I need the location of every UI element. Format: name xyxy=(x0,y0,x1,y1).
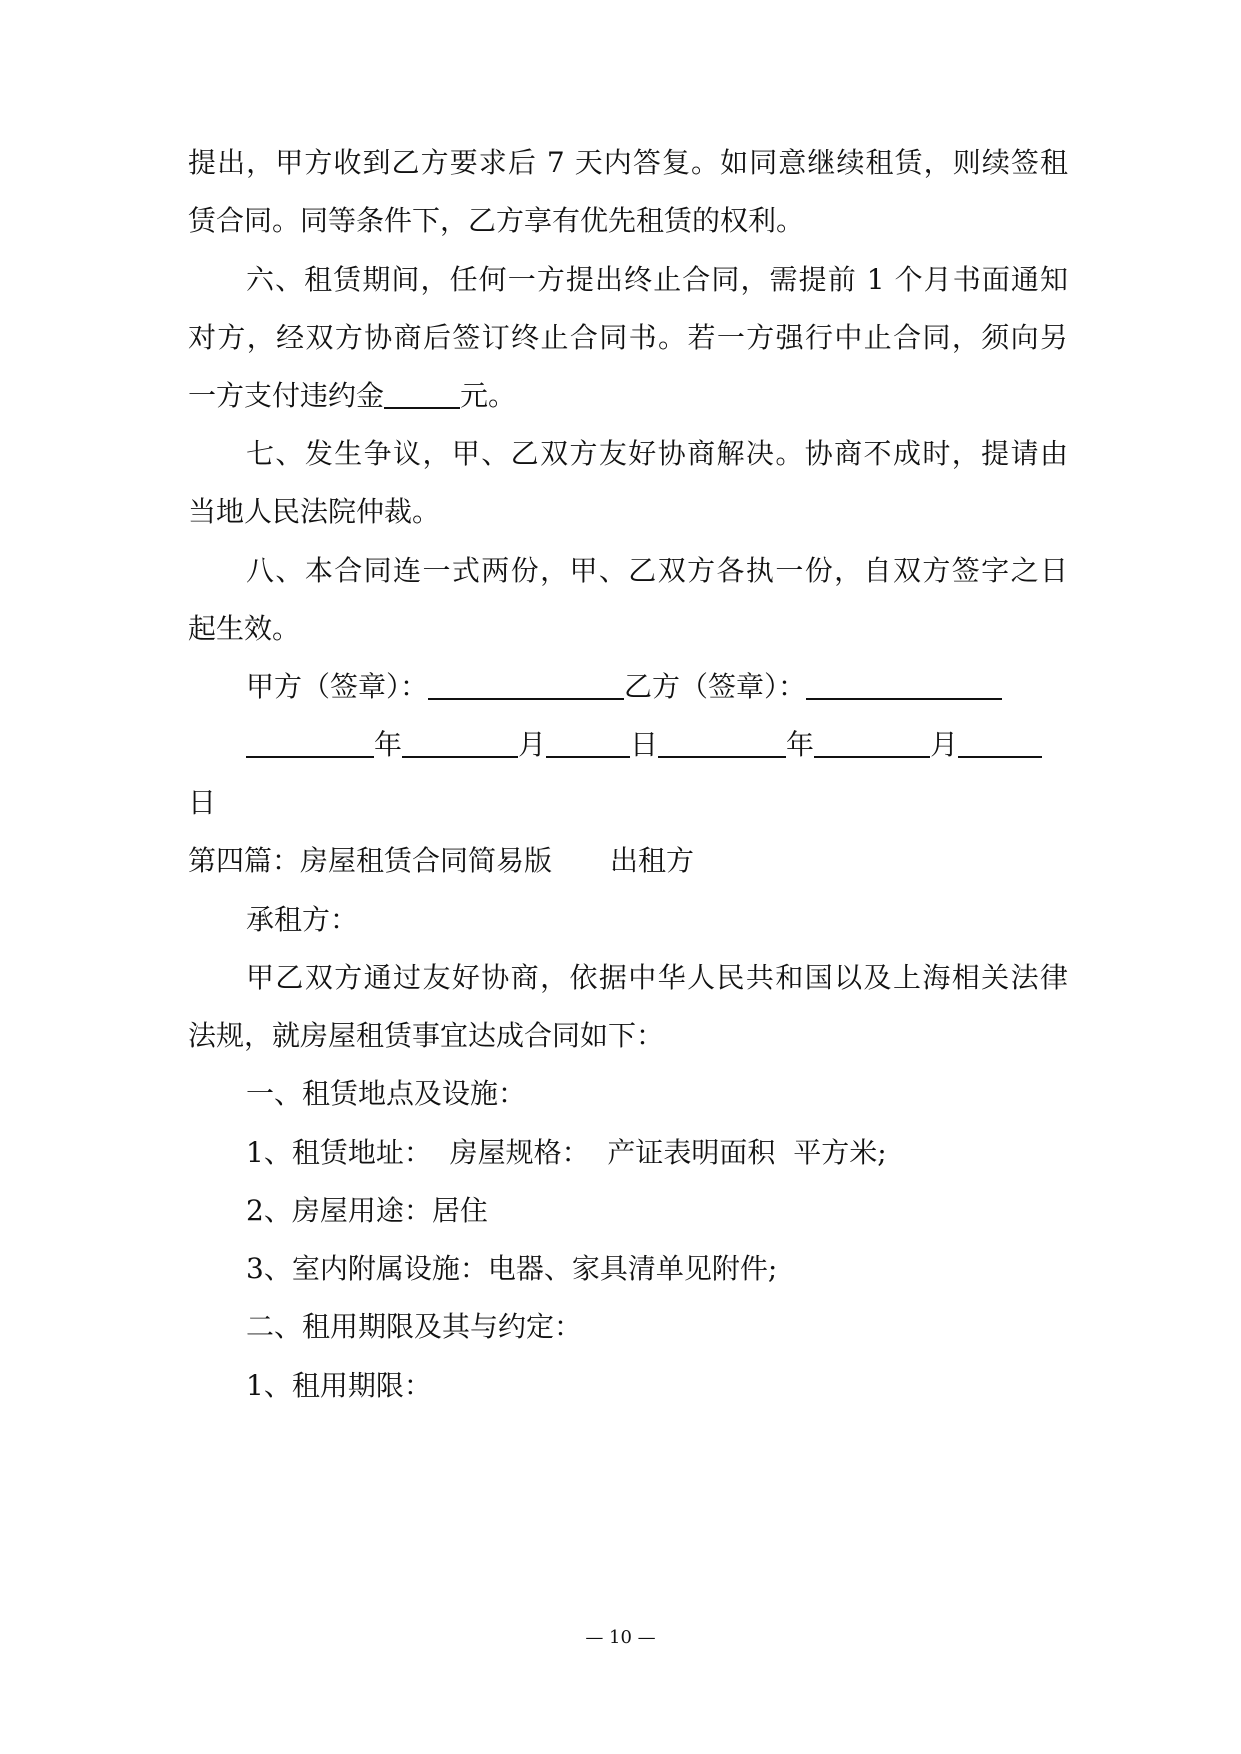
paragraph-line: 起生效。 xyxy=(188,612,301,645)
clause-item: 3、室内附属设施：电器、家具清单见附件; xyxy=(246,1252,778,1285)
signature-line xyxy=(246,667,1068,707)
date-line xyxy=(246,725,1068,765)
month-blank xyxy=(402,726,518,758)
party-a-signature-blank xyxy=(428,668,624,700)
penalty-amount-blank xyxy=(384,377,460,409)
month-label: 月 xyxy=(930,728,959,761)
lessor-label: 出租方 xyxy=(610,844,695,877)
party-a-label: 甲方（签章）： xyxy=(246,670,429,703)
year-blank xyxy=(658,726,786,758)
paragraph-line: 当地人民法院仲裁。 xyxy=(188,495,441,528)
paragraph-line: 六、租赁期间，任何一方提出终止合同，需提前 1 个月书面通知 xyxy=(246,263,1068,296)
year-label: 年 xyxy=(786,728,815,761)
lessee-label: 承租方： xyxy=(246,903,359,936)
penalty-label: 一方支付违约金 xyxy=(188,379,385,412)
day-label: 日 xyxy=(630,728,659,761)
day-blank xyxy=(958,726,1042,758)
paragraph-line: 对方，经双方协商后签订终止合同书。若一方强行中止合同，须向另 xyxy=(188,321,1068,354)
clause-item: 1、租用期限： xyxy=(246,1369,432,1402)
party-b-signature-blank xyxy=(806,668,1002,700)
section-heading-line xyxy=(188,841,1068,881)
clause-title: 二、租用期限及其与约定： xyxy=(246,1310,583,1343)
party-b-label: 乙方（签章）： xyxy=(624,670,807,703)
year-blank xyxy=(246,726,374,758)
month-label: 月 xyxy=(518,728,547,761)
clause-item: 1、租赁地址： 房屋规格： 产证表明面积 平方米; xyxy=(246,1136,887,1169)
paragraph-line: 甲乙双方通过友好协商，依据中华人民共和国以及上海相关法律 xyxy=(246,961,1068,994)
paragraph-line: 提出，甲方收到乙方要求后 7 天内答复。如同意继续租赁，则续签租 xyxy=(188,146,1068,179)
penalty-line xyxy=(188,376,1068,416)
paragraph-line: 赁合同。同等条件下，乙方享有优先租赁的权利。 xyxy=(188,204,805,237)
year-label: 年 xyxy=(374,728,403,761)
clause-title: 一、租赁地点及设施： xyxy=(246,1077,527,1110)
paragraph-line: 七、发生争议，甲、乙双方友好协商解决。协商不成时，提请由 xyxy=(246,437,1068,470)
month-blank xyxy=(814,726,930,758)
section-heading: 第四篇：房屋租赁合同简易版 xyxy=(188,844,553,877)
penalty-unit: 元。 xyxy=(460,379,517,412)
paragraph-line: 法规，就房屋租赁事宜达成合同如下： xyxy=(188,1019,665,1052)
day-label-wrapped: 日 xyxy=(188,786,217,819)
clause-item: 2、房屋用途：居住 xyxy=(246,1194,488,1227)
page-number: — 10 — xyxy=(585,1627,656,1648)
day-blank xyxy=(546,726,630,758)
paragraph-line: 八、本合同连一式两份，甲、乙双方各执一份，自双方签字之日 xyxy=(246,554,1068,587)
